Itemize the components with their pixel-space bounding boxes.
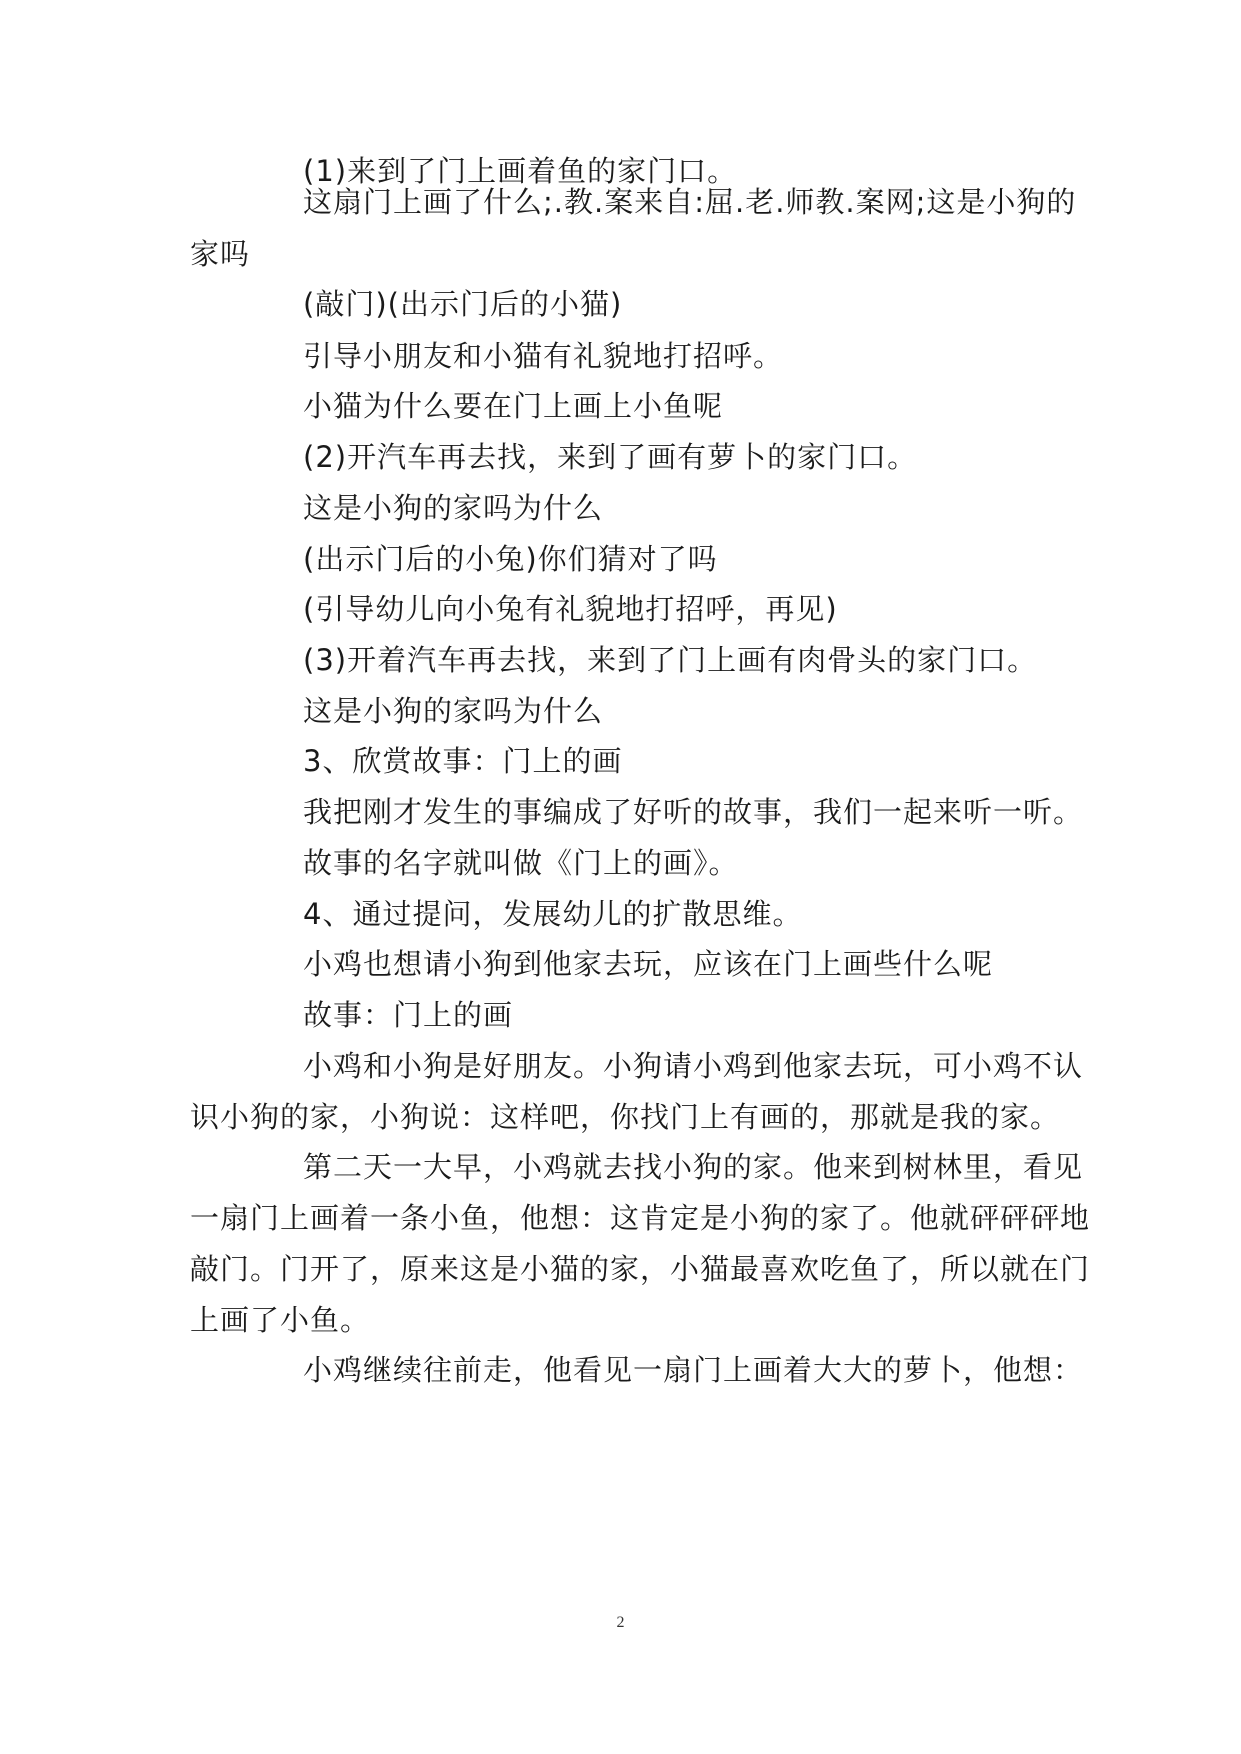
story-title: 故事：门上的画 [303, 998, 514, 1032]
section-heading: 3、欣赏故事：门上的画 [303, 744, 623, 778]
text-line: 这是小狗的家吗为什么 [303, 491, 604, 525]
text-line: (3)开着汽车再去找，来到了门上画有肉骨头的家门口。 [303, 643, 1038, 677]
page-number: 2 [616, 1614, 625, 1631]
text-line: 故事的名字就叫做《门上的画》。 [303, 846, 739, 880]
text-line: 小鸡继续往前走，他看见一扇门上画着大大的萝卜，他想： [303, 1353, 1084, 1387]
text-line: 我把刚才发生的事编成了好听的故事，我们一起来听一听。 [303, 795, 1084, 829]
text-line: 小鸡也想请小狗到他家去玩，应该在门上画些什么呢 [303, 947, 994, 981]
text-line: (1)来到了门上画着鱼的家门口。 [303, 154, 738, 188]
text-line: 一扇门上画着一条小鱼，他想：这肯定是小狗的家了。他就砰砰砰地 [190, 1201, 1091, 1235]
text-line: 识小狗的家，小狗说：这样吧，你找门上有画的，那就是我的家。 [190, 1100, 1061, 1134]
text-line: 上画了小鱼。 [190, 1303, 371, 1337]
text-line: 小鸡和小狗是好朋友。小狗请小鸡到他家去玩，可小鸡不认 [303, 1049, 1084, 1083]
text-line: 引导小朋友和小猫有礼貌地打招呼。 [303, 339, 784, 373]
text-line: 这是小狗的家吗为什么 [303, 694, 604, 728]
text-line: 第二天一大早，小鸡就去找小狗的家。他来到树林里，看见 [303, 1150, 1084, 1184]
text-line: 这扇门上画了什么;.教.案来自:屈.老.师教.案网;这是小狗的 [303, 185, 1077, 219]
text-line: 家吗 [190, 237, 251, 271]
text-line: 小猫为什么要在门上画上小鱼呢 [303, 389, 724, 423]
text-line: (敲门)(出示门后的小猫) [303, 287, 623, 321]
text-line: (出示门后的小兔)你们猜对了吗 [303, 542, 718, 576]
text-line: (2)开汽车再去找，来到了画有萝卜的家门口。 [303, 440, 918, 474]
section-heading: 4、通过提问，发展幼儿的扩散思维。 [303, 897, 803, 931]
text-line: (引导幼儿向小兔有礼貌地打招呼，再见) [303, 592, 838, 626]
text-line: 敲门。门开了，原来这是小猫的家，小猫最喜欢吃鱼了，所以就在门 [190, 1252, 1091, 1286]
